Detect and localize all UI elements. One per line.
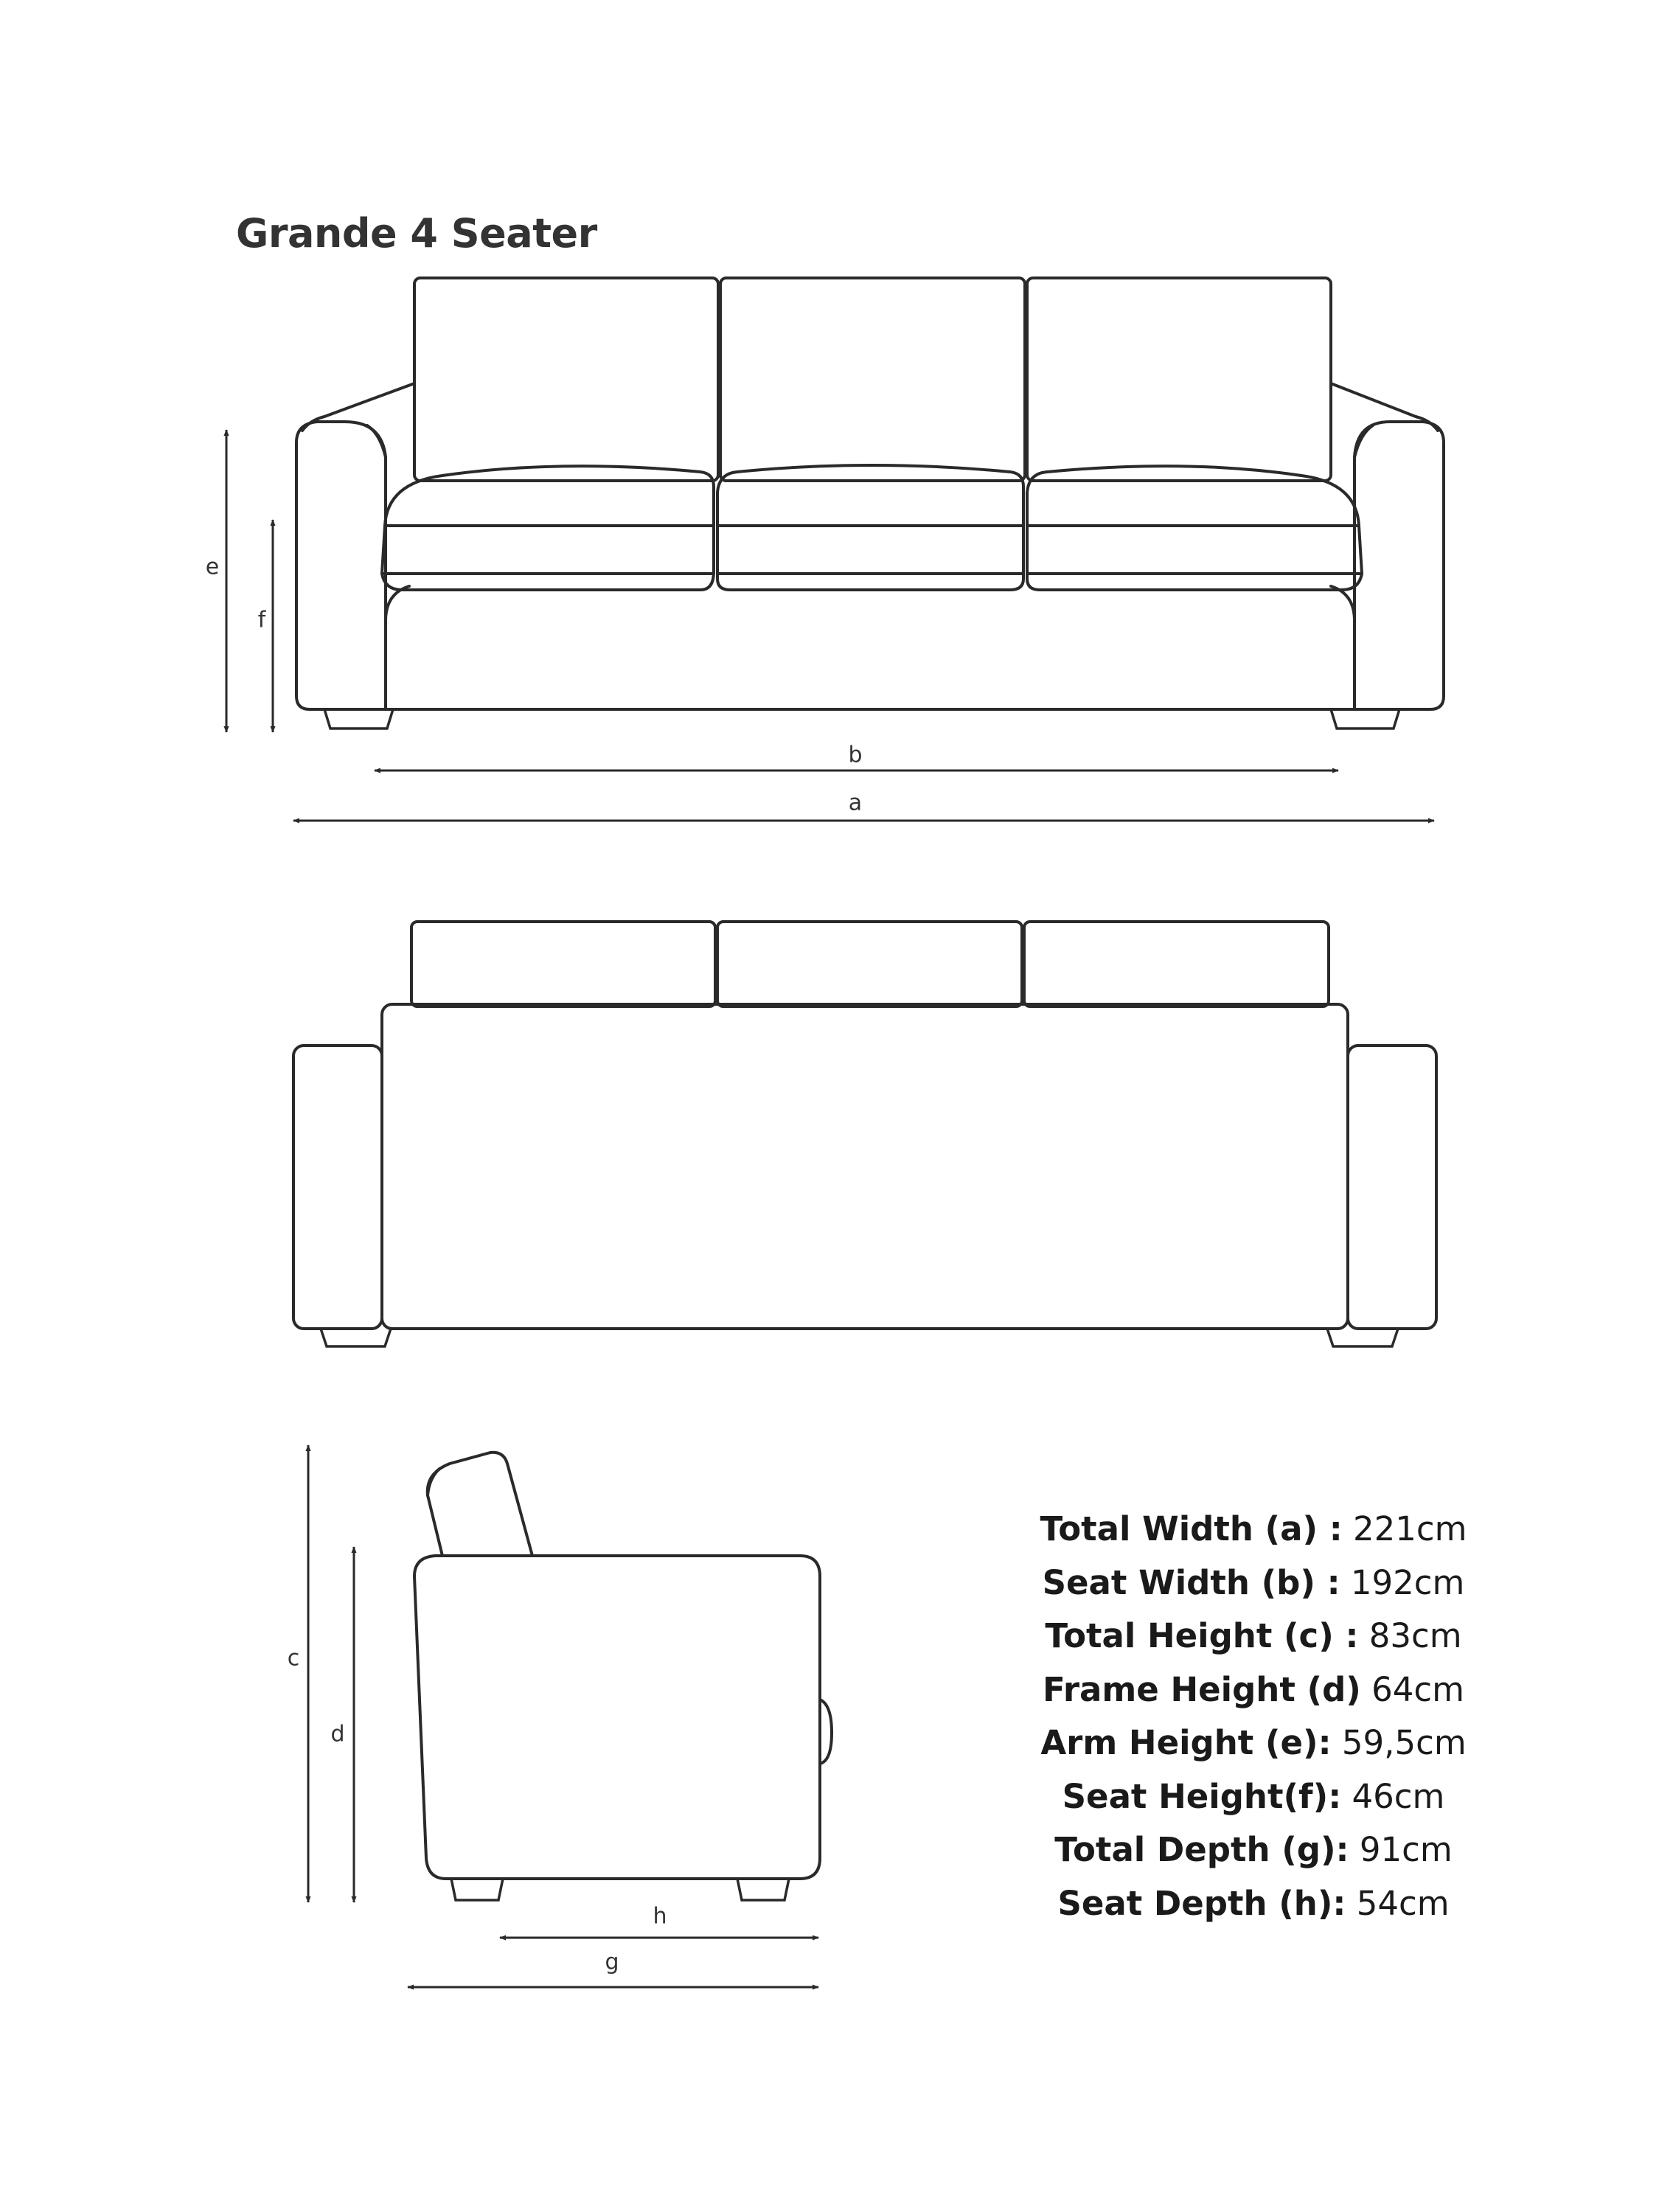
back-cushion-right: [1024, 922, 1329, 1006]
spec-row: [1032, 1610, 1475, 1663]
back-cushion-left: [411, 922, 715, 1006]
spec-row: [1032, 1717, 1475, 1770]
spec-value: 221cm: [1342, 1509, 1467, 1548]
front-arm-right: [1354, 422, 1444, 709]
back-panel: [382, 1004, 1348, 1329]
spec-value: 64cm: [1360, 1669, 1465, 1709]
dim-label-c: c: [287, 1645, 300, 1672]
diagram-title: Grande 4 Seater: [236, 210, 597, 257]
spec-row: [1032, 1663, 1475, 1717]
front-arm-right-top: [1331, 383, 1438, 431]
side-frame: [414, 1556, 820, 1879]
front-leg-left: [324, 709, 393, 728]
side-dimensions: [288, 1445, 818, 1987]
dim-label-e: e: [205, 554, 220, 580]
front-back-cushion-left: [414, 278, 718, 481]
spec-value: 91cm: [1349, 1830, 1453, 1869]
back-cushion-middle: [717, 922, 1022, 1006]
spec-row: [1032, 1503, 1475, 1557]
spec-row: [1032, 1877, 1475, 1931]
spec-value: 46cm: [1341, 1776, 1445, 1816]
dim-label-h: h: [653, 1903, 667, 1930]
spec-value: 59,5cm: [1331, 1723, 1467, 1762]
back-view: [293, 922, 1436, 1346]
side-leg-back: [737, 1879, 789, 1900]
front-seat-cushion-right: [1027, 466, 1362, 590]
dim-label-a: a: [848, 790, 863, 816]
front-arm-left: [296, 422, 386, 709]
spec-label: Seat Height(f):: [1062, 1776, 1342, 1816]
spec-label: Total Height (c) :: [1045, 1616, 1359, 1655]
dim-label-g: g: [605, 1949, 619, 1975]
spec-row: [1032, 1823, 1475, 1877]
front-dimensions: [206, 430, 1434, 821]
spec-value: 192cm: [1340, 1562, 1465, 1602]
side-cushion-bump: [820, 1700, 832, 1764]
dim-label-f: f: [257, 607, 266, 633]
spec-label: Total Depth (g):: [1054, 1830, 1349, 1869]
side-view: [414, 1453, 832, 1900]
front-leg-right: [1331, 709, 1399, 728]
front-view: [296, 278, 1444, 728]
front-seat-cushion-middle: [717, 465, 1023, 590]
front-seat-cushion-left: [382, 466, 714, 590]
front-base: [386, 586, 1354, 709]
dim-label-d: d: [330, 1721, 345, 1747]
dimension-specs: [1032, 1503, 1475, 1930]
spec-label: Arm Height (e):: [1040, 1723, 1332, 1762]
spec-value: 83cm: [1358, 1616, 1462, 1655]
spec-value: 54cm: [1346, 1883, 1450, 1923]
back-arm-left: [293, 1046, 382, 1329]
dim-label-b: b: [848, 742, 863, 768]
back-leg-right: [1327, 1329, 1398, 1346]
spec-label: Seat Width (b) :: [1042, 1562, 1340, 1602]
back-leg-left: [321, 1329, 391, 1346]
side-back-cushion: [428, 1453, 532, 1556]
spec-row: [1032, 1770, 1475, 1824]
spec-label: Total Width (a) :: [1040, 1509, 1343, 1548]
spec-label: Frame Height (d): [1042, 1669, 1361, 1709]
front-back-cushion-right: [1027, 278, 1331, 481]
back-arm-right: [1348, 1046, 1436, 1329]
spec-row: [1032, 1557, 1475, 1610]
spec-label: Seat Depth (h):: [1057, 1883, 1346, 1923]
front-back-cushion-middle: [720, 278, 1025, 481]
side-leg-front: [451, 1879, 503, 1900]
